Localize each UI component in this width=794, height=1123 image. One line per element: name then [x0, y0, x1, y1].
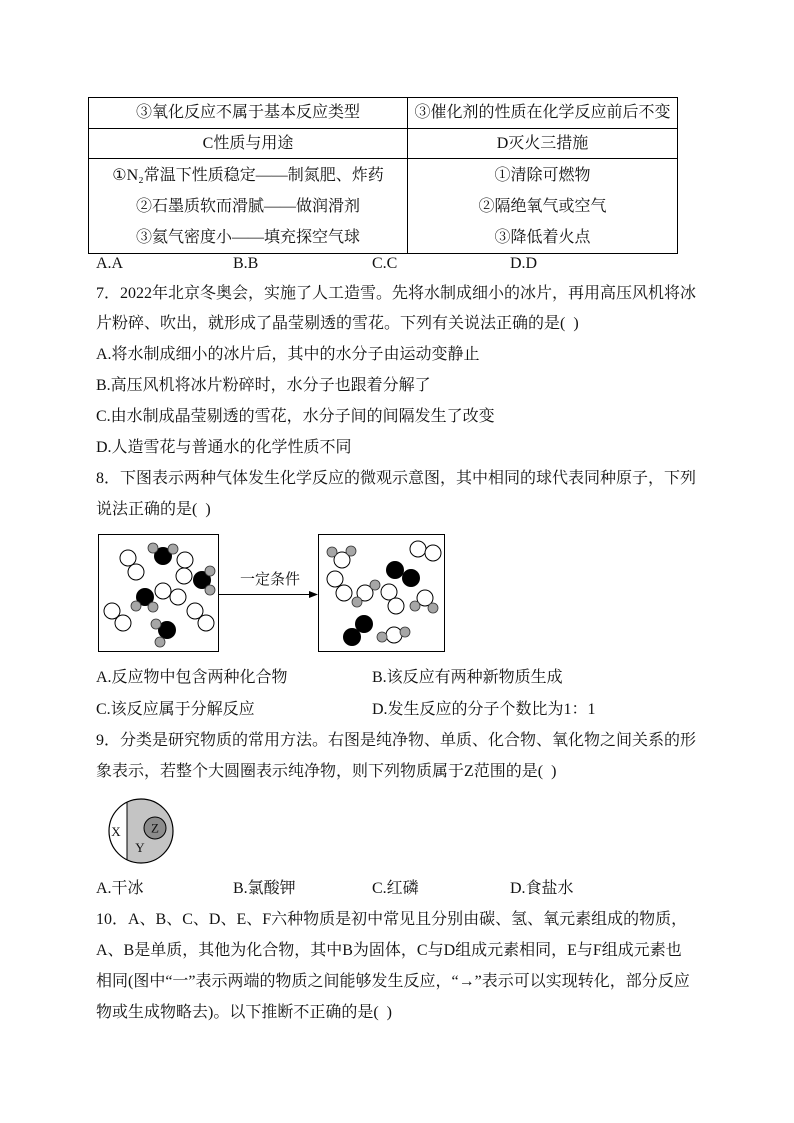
gray-atom — [205, 566, 215, 576]
gray-atom — [370, 580, 380, 590]
q7-option-a: A.将水制成细小的冰片后，其中的水分子由运动变静止 — [96, 346, 480, 363]
gray-atom — [148, 602, 158, 612]
section-d-item: ②隔绝氧气或空气 — [478, 197, 607, 215]
white-atom — [177, 552, 193, 568]
white-atom — [336, 585, 352, 601]
q8-option-c: C.该反应属于分解反应 — [96, 701, 255, 718]
q8-stem-line: 说法正确的是( ) — [96, 501, 211, 518]
white-atom — [170, 589, 186, 605]
gray-atom — [410, 601, 420, 611]
reactant-molecules — [104, 543, 215, 647]
table-cell-a-item-3: ③催化剂的性质在化学反应前后不变 — [408, 98, 678, 129]
product-molecules — [327, 541, 441, 646]
q6-option-b: B.B — [233, 255, 259, 272]
q9-option-a: A.干冰 — [96, 880, 144, 897]
q7-option-b: B.高压风机将冰片粉碎时，水分子也跟着分解了 — [96, 377, 431, 394]
q9-option-d: D.食盐水 — [510, 880, 574, 897]
white-atom — [388, 598, 404, 614]
black-atom — [355, 615, 373, 633]
gray-atom — [168, 544, 178, 554]
q6-option-c: C.C — [372, 255, 398, 272]
section-c-item: ②石墨质软而滑腻——做润滑剂 — [135, 197, 360, 215]
q8-option-d: D.发生反应的分子个数比为1：1 — [372, 701, 596, 718]
gray-atom — [428, 603, 438, 613]
q9-stem-line: 象表示，若整个大圆圈表示纯净物，则下列物质属于Z范围的是( ) — [96, 763, 557, 780]
q10-stem-line: A、B是单质，其他为化合物，其中B为固体，C与D组成元素相同，E与F组成元素也 — [96, 942, 682, 959]
q7-stem-line: 7．2022年北京冬奥会，实施了人工造雪。先将水制成细小的冰片，再用高压风机将冰 — [96, 285, 697, 302]
gray-atom — [352, 597, 362, 607]
q7-option-d: D.人造雪花与普通水的化学性质不同 — [96, 439, 352, 456]
q10-stem-line: 相同(图中“一”表示两端的物质之间能够发生反应，“→”表示可以实现转化，部分反应 — [96, 973, 690, 990]
white-atom — [198, 615, 214, 631]
white-atom — [155, 583, 171, 599]
section-d-content — [408, 159, 678, 254]
gray-atom — [148, 543, 158, 553]
q7-stem-line: 片粉碎、吹出，就形成了晶莹剔透的雪花。下列有关说法正确的是( ) — [96, 315, 579, 332]
q9-option-c: C.红磷 — [372, 880, 419, 897]
z-label: Z — [151, 820, 159, 836]
gray-atom — [131, 601, 141, 611]
gray-atom — [155, 637, 165, 647]
white-atom — [120, 550, 136, 566]
q8-stem-line: 8．下图表示两种气体发生化学反应的微观示意图，其中相同的球代表同种原子，下列 — [96, 470, 697, 487]
q9-stem-line: 9．分类是研究物质的常用方法。右图是纯净物、单质、化合物、氧化物之间关系的形 — [96, 732, 697, 749]
y-label: Y — [135, 840, 145, 855]
q10-stem-line: 10．A、B、C、D、E、F六种物质是初中常见且分别由碳、氢、氧元素组成的物质， — [96, 911, 688, 928]
q6-option-d: D.D — [510, 255, 538, 272]
black-atom — [386, 561, 404, 579]
gray-atom — [377, 632, 387, 642]
gray-atom — [327, 547, 337, 557]
white-atom — [327, 571, 343, 587]
section-c-header: C性质与用途 — [89, 129, 408, 159]
q8-option-b: B.该反应有两种新物质生成 — [372, 669, 563, 686]
section-d-item: ③降低着火点 — [494, 228, 591, 246]
table-row — [89, 98, 678, 129]
reaction-microscopic-diagram — [90, 530, 450, 655]
black-atom — [402, 569, 420, 587]
gray-atom — [400, 627, 410, 637]
q7-option-c: C.由水制成晶莹剔透的雪花，水分子间的间隔发生了改变 — [96, 408, 495, 425]
white-atom — [381, 584, 397, 600]
gray-atom — [346, 546, 356, 556]
arrow-head-icon — [309, 591, 318, 598]
q10-stem-line: 物或生成物略去)。以下推断不正确的是( ) — [96, 1004, 392, 1021]
section-c-item: ①N₂常温下性质稳定——制氮肥、炸药 — [112, 166, 384, 184]
q8-option-a: A.反应物中包含两种化合物 — [96, 669, 288, 686]
white-atom — [176, 568, 192, 584]
substance-classification-diagram — [100, 790, 190, 872]
white-atom — [386, 627, 402, 643]
reaction-condition-label: 一定条件 — [239, 572, 301, 588]
gray-atom — [151, 619, 161, 629]
table-row — [89, 129, 678, 159]
gray-atom — [205, 585, 215, 595]
white-atom — [410, 541, 426, 557]
knowledge-summary-table — [88, 97, 678, 254]
section-d-header: D灭火三措施 — [408, 129, 678, 159]
section-c-content — [89, 159, 408, 254]
table-cell-b-item-3: ③氧化反应不属于基本反应类型 — [89, 98, 408, 129]
white-atom — [128, 564, 144, 580]
white-atom — [425, 545, 441, 561]
q6-option-a: A.A — [96, 255, 124, 272]
white-atom — [115, 615, 131, 631]
x-label: X — [111, 824, 121, 839]
q9-option-b: B.氯酸钾 — [233, 880, 296, 897]
section-c-item: ③氦气密度小——填充探空气球 — [135, 228, 360, 246]
table-row — [89, 159, 678, 254]
section-d-item: ①清除可燃物 — [494, 166, 591, 184]
